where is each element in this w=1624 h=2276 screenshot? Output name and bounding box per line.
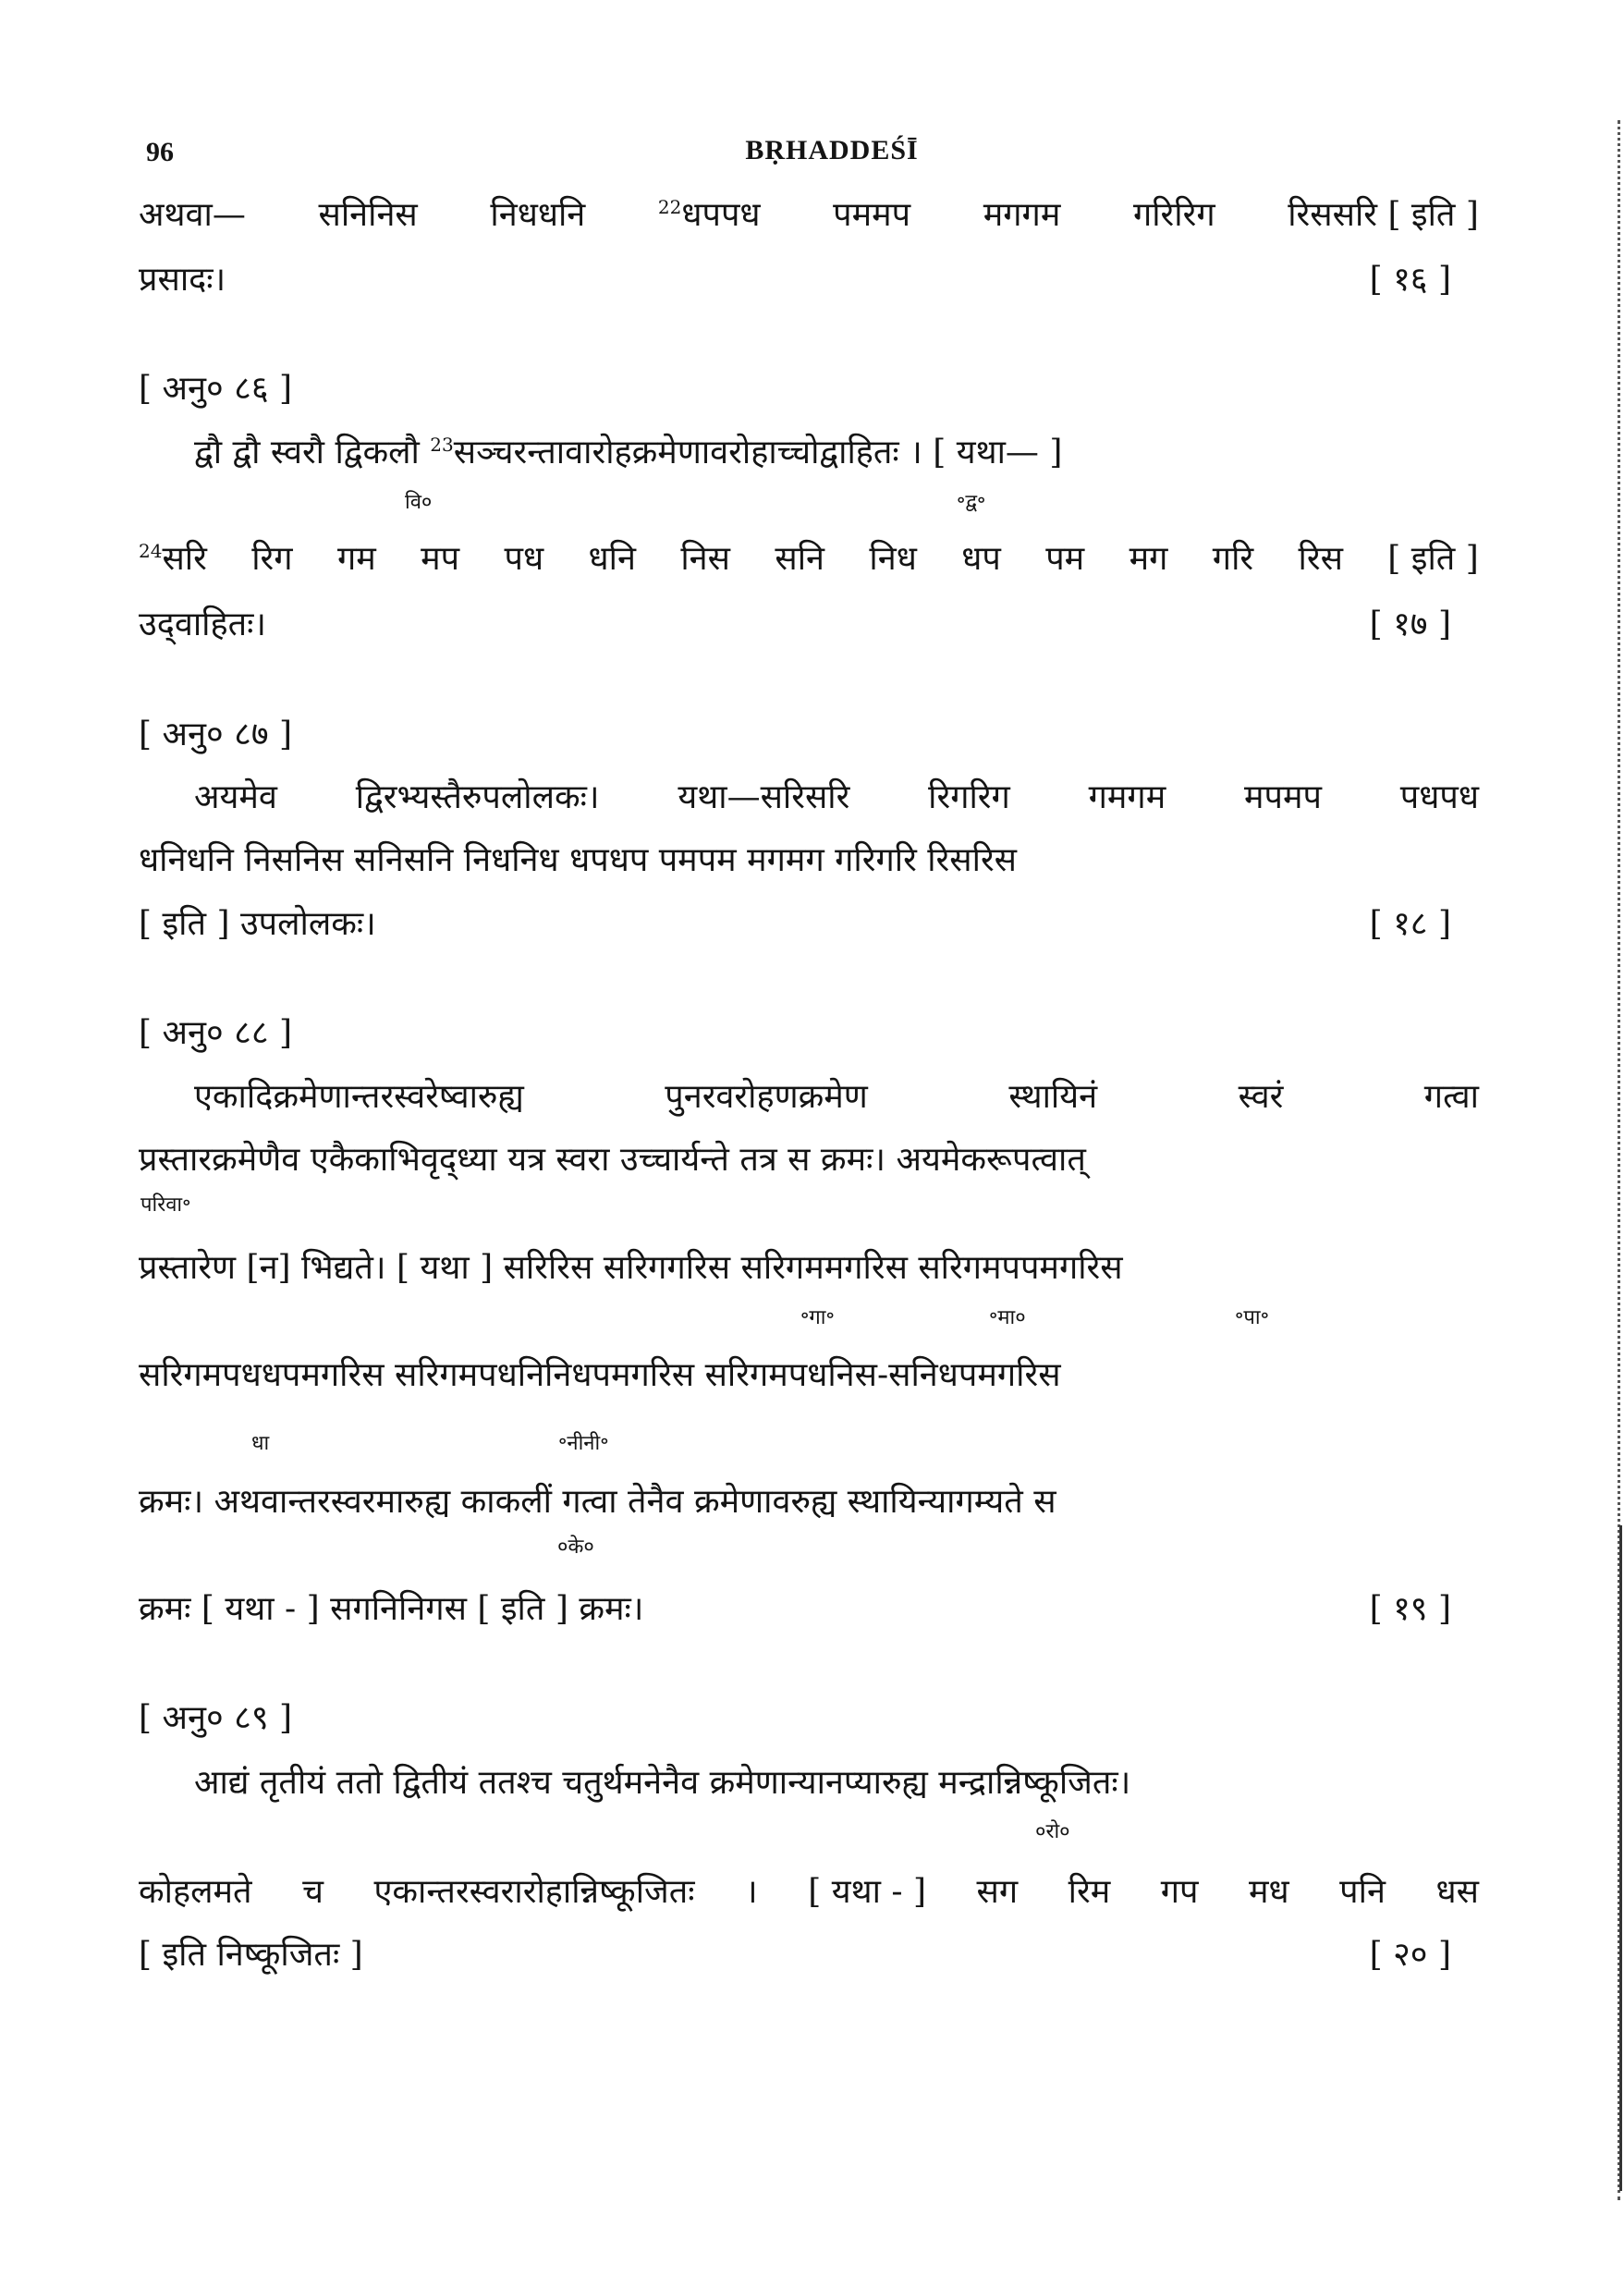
word: रिम xyxy=(1068,1873,1111,1911)
verse-number: [ १७ ] xyxy=(1369,606,1451,643)
word: पनि xyxy=(1339,1873,1386,1911)
word: सनिनिस xyxy=(318,196,418,234)
word: मगगम xyxy=(983,196,1061,234)
word: निधधनि xyxy=(490,196,586,234)
variant-note: ॰पा॰ xyxy=(1235,1306,1269,1329)
text-line-1 xyxy=(139,192,1479,239)
variant-note: ॰मा० xyxy=(989,1306,1026,1329)
text-line-10: प्रस्तारक्रमेणैव एकैकाभिवृद्‌ध्या यत्र स्वरा उच्चार्यन्ते तत्र स क्रमः। अयमेकरूपत्वात् xyxy=(139,1141,1086,1179)
section-heading-88: [ अनु० ८८ ] xyxy=(139,1014,293,1052)
word-with-note: $^{22}$धपपध xyxy=(657,196,761,234)
text-line-6 xyxy=(194,775,1479,821)
line-text: [ इति निष्कूजितः ] xyxy=(139,1936,363,1974)
text-line-12: सरिगमपधधपमगरिस सरिगमपधनिनिधपमगरिस सरिगमपधनिस-सनिधपमगरिस xyxy=(139,1356,1061,1394)
word: सनि xyxy=(775,540,825,578)
word: पम xyxy=(1045,540,1085,578)
word-with-note: $^{24}$सरि xyxy=(139,540,207,578)
word: रिससरि [ इति ] xyxy=(1288,196,1479,234)
word: गम xyxy=(336,540,376,578)
page-edge-line xyxy=(1619,1525,1622,2191)
variant-note: ॰गा॰ xyxy=(800,1306,835,1329)
footnote-marker: 23 xyxy=(430,434,454,456)
text-line-15: आद्यं तृतीयं ततो द्वितीयं ततश्च चतुर्थमनेनैव क्रमेणान्यानप्यारुह्य मन्द्रान्निष्कूजितः। xyxy=(194,1764,1131,1802)
verse-number: [ २० ] xyxy=(1369,1936,1451,1974)
variant-note: धा xyxy=(251,1432,270,1455)
word: कोहलमते xyxy=(139,1873,252,1911)
word: पुनरवरोहणक्रमेण xyxy=(665,1078,868,1116)
line-text: क्रमः [ यथा - ] सगनिनिगस [ इति ] क्रमः। xyxy=(139,1590,644,1628)
word: रिगरिग xyxy=(928,778,1010,816)
text-line-9 xyxy=(194,1074,1479,1120)
word: मग xyxy=(1129,540,1168,578)
word: स्थायिनं xyxy=(1008,1078,1098,1116)
verse-number: [ १६ ] xyxy=(1369,261,1451,299)
word: निस xyxy=(680,540,730,578)
word: पध xyxy=(504,540,544,578)
text-line-17 xyxy=(139,1932,1451,1978)
variant-note: ०के० xyxy=(557,1536,594,1559)
variant-note: वि० xyxy=(405,491,433,514)
word: धनि xyxy=(588,540,636,578)
line-text: [ इति ] उपलोलकः। xyxy=(139,905,376,943)
line-text: प्रसादः। xyxy=(139,261,226,299)
word: गरिरिग xyxy=(1132,196,1215,234)
section-heading-87: [ अनु० ८७ ] xyxy=(139,716,293,753)
word: च xyxy=(302,1873,324,1911)
running-title: BṚHADDEŚĪ xyxy=(745,135,919,165)
word: । xyxy=(745,1873,758,1911)
word: [ यथा - ] xyxy=(808,1873,927,1911)
text-line-8 xyxy=(139,901,1451,948)
word: धस xyxy=(1435,1873,1479,1911)
text-line-13: क्रमः। अथवान्तरस्वरमारुह्य काकलीं गत्वा तेनैव क्रमेणावरुह्य स्थायिन्यागम्यते स xyxy=(139,1483,1056,1521)
word: एकादिक्रमेणान्तरस्वरेष्वारुह्य xyxy=(194,1078,524,1116)
word: धप xyxy=(961,540,1001,578)
variant-note: ०रो० xyxy=(1035,1820,1070,1843)
text-line-14 xyxy=(139,1586,1451,1633)
word: अयमेव xyxy=(194,778,277,816)
line-text: उद्‌वाहितः। xyxy=(139,606,267,643)
text-line-3: द्वौ द्वौ स्वरौ द्विकलौ $^{23}$सञ्चरन्तावारोहक्रमेणावरोहाच्चोद्वाहितः । [ यथा— ] xyxy=(194,434,1063,471)
word: गप xyxy=(1160,1873,1199,1911)
word: [ इति ] xyxy=(1387,540,1479,578)
word: गमगम xyxy=(1088,778,1166,816)
variant-note: ॰द्व॰ xyxy=(957,491,986,514)
word: पधपध xyxy=(1399,778,1479,816)
word: द्विरभ्यस्तैरुपलोलकः। xyxy=(355,778,600,816)
text-line-11: प्रस्तारेण [न] भिद्यते। [ यथा ] सरिरिस सरिगगरिस सरिगममगरिस सरिगमपपमगरिस xyxy=(139,1249,1123,1287)
variant-note: ॰नीनी॰ xyxy=(558,1432,609,1455)
word: रिस xyxy=(1298,540,1343,578)
word: स्वरं xyxy=(1238,1078,1284,1116)
word: गत्वा xyxy=(1423,1078,1479,1116)
word: पममप xyxy=(833,196,911,234)
word: मपमप xyxy=(1244,778,1322,816)
text-line-5 xyxy=(139,602,1451,648)
section-heading-86: [ अनु० ८६ ] xyxy=(139,370,293,408)
text-line-16 xyxy=(139,1869,1479,1915)
verse-number: [ १९ ] xyxy=(1369,1590,1451,1628)
verse-number: [ १८ ] xyxy=(1369,905,1451,943)
text-line-2 xyxy=(139,257,1451,303)
word: एकान्तरस्वरारोहान्निष्कूजितः xyxy=(373,1873,695,1911)
word: सग xyxy=(976,1873,1019,1911)
word: निध xyxy=(869,540,917,578)
variant-note: परिवा॰ xyxy=(140,1193,191,1217)
word: रिग xyxy=(251,540,293,578)
text-line-7: धनिधनि निसनिस सनिसनि निधनिध धपधप पमपम मगमग गरिगरि रिसरिस xyxy=(139,841,1018,879)
word: अथवा— xyxy=(139,196,246,234)
page-number: 96 xyxy=(146,137,174,167)
word: मप xyxy=(421,540,460,578)
text-line-4 xyxy=(139,536,1479,582)
word: गरि xyxy=(1212,540,1254,578)
word: यथा—सरिसरि xyxy=(678,778,850,816)
footnote-marker: 22 xyxy=(657,196,682,218)
footnote-marker: 24 xyxy=(139,540,163,562)
section-heading-89: [ अनु० ८९ ] xyxy=(139,1699,293,1737)
word: मध xyxy=(1248,1873,1289,1911)
